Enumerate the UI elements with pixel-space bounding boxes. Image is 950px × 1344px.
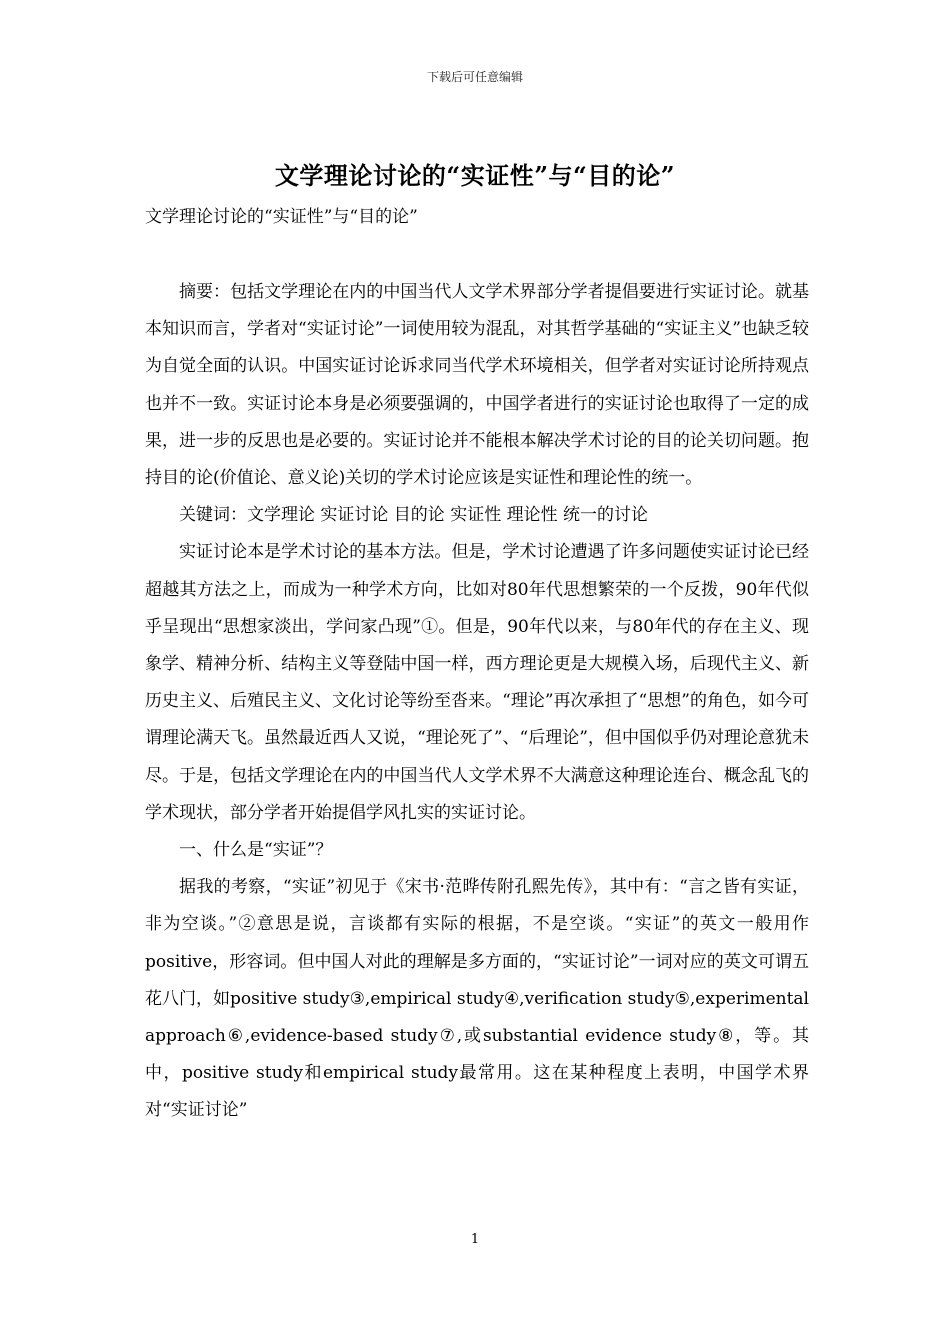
document-subtitle: 文学理论讨论的“实证性”与“目的论” xyxy=(145,207,418,227)
section-paragraph: 据我的考察，“实证”初见于《宋书·范晔传附孔熙先传》，其中有：“言之皆有实证，非为空谈。”②意思是说，言谈都有实际的根据，不是空谈。“实证”的英文一般用作positive，形容词。但中国人对此的理解是多方面的，“实证讨论”一词对应的英文可谓五花八门，如positive study③,empirical study④,verification study⑤,experimental approach⑥,evidence-based study⑦,或substantial evidence study⑧，等。其中，positive study和empirical study最常用。这在某种程度上表明，中国学术界对“实证讨论” xyxy=(145,877,809,1121)
page-number: 1 xyxy=(470,1232,480,1247)
keywords-paragraph: 关键词：文学理论 实证讨论 目的论 实证性 理论性 统一的讨论 xyxy=(179,505,649,526)
section-heading: 一、什么是“实证”？ xyxy=(179,840,333,861)
abstract-paragraph: 摘要：包括文学理论在内的中国当代人文学术界部分学者提倡要进行实证讨论。就基本知识而言，学者对“实证讨论”一词使用较为混乱，对其哲学基础的“实证主义”也缺乏较为自觉全面的认识。中国实证讨论诉求同当代学术环境相关，但学者对实证讨论所持观点也并不一致。实证讨论本身是必须要强调的，中国学者进行的实证讨论也取得了一定的成果，进一步的反思也是必要的。实证讨论并不能根本解决学术讨论的目的论关切问题。抱持目的论(价值论、意义论)关切的学术讨论应该是实证性和理论性的统一。 xyxy=(145,282,809,489)
page-header-note: 下载后可任意编辑 xyxy=(426,70,523,84)
document-title: 文学理论讨论的“实证性”与“目的论” xyxy=(274,161,676,190)
document-body xyxy=(145,274,809,1130)
intro-paragraph: 实证讨论本是学术讨论的基本方法。但是，学术讨论遭遇了许多问题使实证讨论已经超越其方法之上，而成为一种学术方向，比如对80年代思想繁荣的一个反拨，90年代似乎呈现出“思想家淡出，学问家凸现”①。但是，90年代以来，与80年代的存在主义、现象学、精神分析、结构主义等登陆中国一样，西方理论更是大规模入场，后现代主义、新历史主义、后殖民主义、文化讨论等纷至沓来。“理论”再次承担了“思想”的角色，如今可谓理论满天飞。虽然最近西人又说，“理论死了”、“后理论”，但中国似乎仍对理论意犹未尽。于是，包括文学理论在内的中国当代人文学术界不大满意这种理论连台、概念乱飞的学术现状，部分学者开始提倡学风扎实的实证讨论。 xyxy=(145,542,809,823)
